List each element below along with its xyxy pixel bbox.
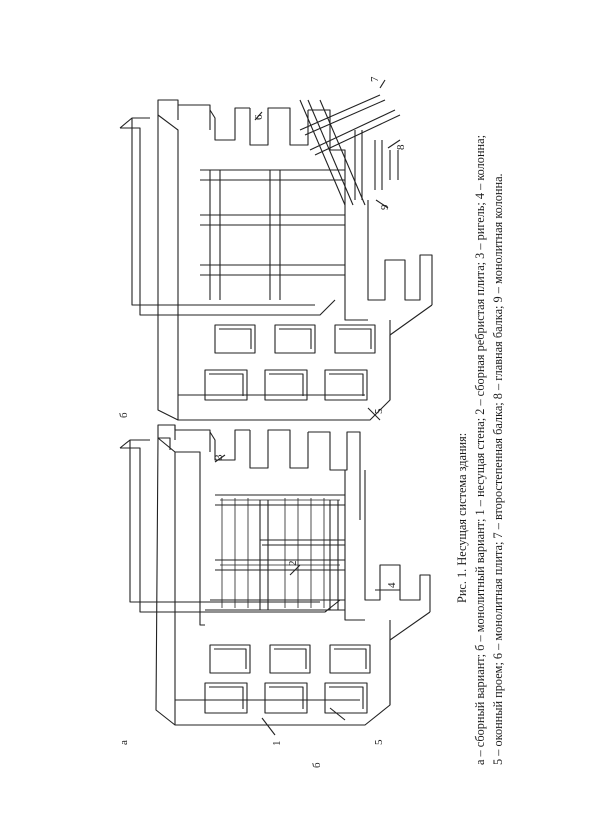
callout-a5: 5	[373, 739, 385, 745]
variant-b-drawing	[120, 80, 432, 420]
variant-a-drawing	[120, 425, 430, 735]
callout-b9: 9	[379, 204, 391, 210]
callout-a3: 3	[213, 454, 225, 460]
label-variant-a: а	[118, 740, 130, 745]
label-variant-b: б	[118, 412, 130, 418]
callout-a4: 4	[386, 582, 398, 588]
page-mark: б	[311, 762, 323, 768]
caption-line-2: 5 – оконный проем; 6 – монолитная плита; 7 – второстепенная балка; 8 – главная балка; 9 – монолитная колонна.	[491, 173, 505, 765]
callout-a2: 2	[287, 560, 299, 566]
callout-b5: 5	[373, 408, 385, 414]
callout-b8: 8	[395, 144, 407, 150]
callout-a1: 1	[271, 740, 283, 746]
callout-b6: 6	[253, 114, 265, 120]
caption-title: Рис. 1. Несущая система здания:	[455, 432, 469, 603]
callout-b7: 7	[369, 76, 381, 82]
caption-line-1: а – сборный вариант; б – монолитный вариант; 1 – несущая стена; 2 – сборная ребристая плита; 3 – ригель; 4 – колонна;	[473, 135, 487, 765]
